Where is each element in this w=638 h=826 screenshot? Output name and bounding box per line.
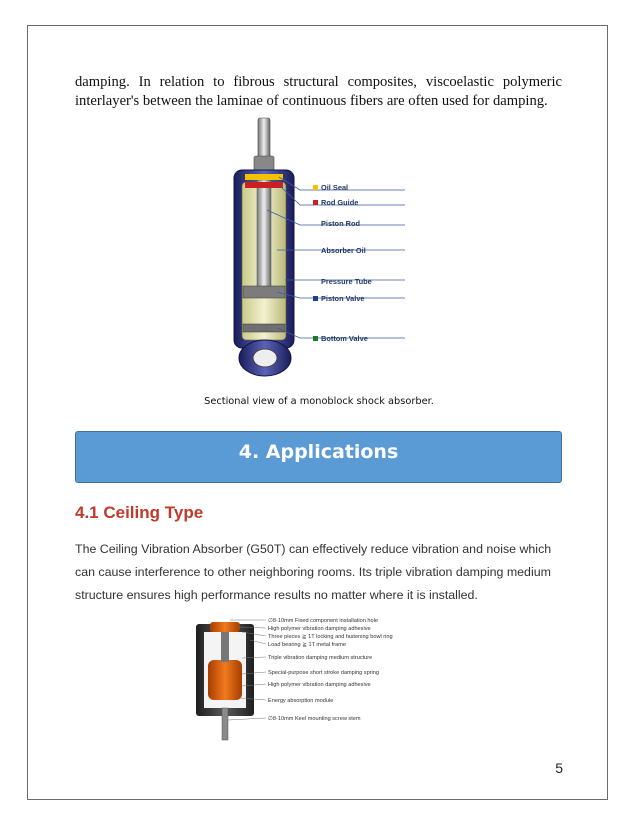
rod-guide-marker	[313, 200, 318, 205]
oil-seal-marker	[313, 185, 318, 190]
subsection-title: 4.1 Ceiling Type	[75, 503, 204, 522]
label-oil-seal: Oil Seal	[321, 183, 349, 192]
label-fixed-hole: ∅8-10mm Fixed component installation hole	[268, 618, 378, 624]
label-metal-frame: Load bearing ≧ 1T metal frame	[268, 642, 346, 648]
label-absorber-oil: Absorber Oil	[321, 246, 366, 255]
section-title: 4. Applications	[238, 441, 399, 463]
shock-absorber-figure	[225, 110, 415, 380]
page-number: 5	[555, 760, 563, 776]
label-piston-valve: Piston Valve	[321, 294, 365, 303]
label-damping-adhesive-top: High polymer vibration damping adhesive	[268, 626, 371, 632]
bottom-valve-marker	[313, 336, 318, 341]
label-keel-screw: ∅8-10mm Keel mounting screw stem	[268, 716, 361, 722]
label-triple-medium: Triple vibration damping medium structure	[268, 655, 373, 661]
label-pressure-tube: Pressure Tube	[321, 277, 372, 286]
body-paragraph: damping. In relation to fibrous structural composites, viscoelastic polymeric interlayer's between the laminae of continuous fibers are often used for damping.	[75, 74, 562, 109]
label-damping-adhesive-bottom: High polymer vibration damping adhesive	[268, 682, 371, 688]
ceiling-absorber-figure	[190, 616, 450, 744]
label-damping-spring: Special-purpose short stroke damping spring	[268, 670, 380, 676]
label-energy-module: Energy absorption module	[268, 698, 334, 704]
piston-valve-marker	[313, 296, 318, 301]
label-piston-rod: Piston Rod	[321, 219, 361, 228]
label-bottom-valve: Bottom Valve	[321, 334, 368, 343]
section-banner	[75, 431, 562, 483]
label-locking-ring: Three pieces ≧ 1T locking and fastening bowl ring	[268, 634, 393, 640]
label-rod-guide: Rod Guide	[321, 198, 359, 207]
subsection-paragraph: The Ceiling Vibration Absorber (G50T) can effectively reduce vibration and noise which can cause interference to other neighboring rooms. Its triple vibration damping medium structure ensures high performance results no matter where it is installed.	[75, 542, 552, 602]
figure-caption: Sectional view of a monoblock shock absorber.	[204, 396, 434, 407]
